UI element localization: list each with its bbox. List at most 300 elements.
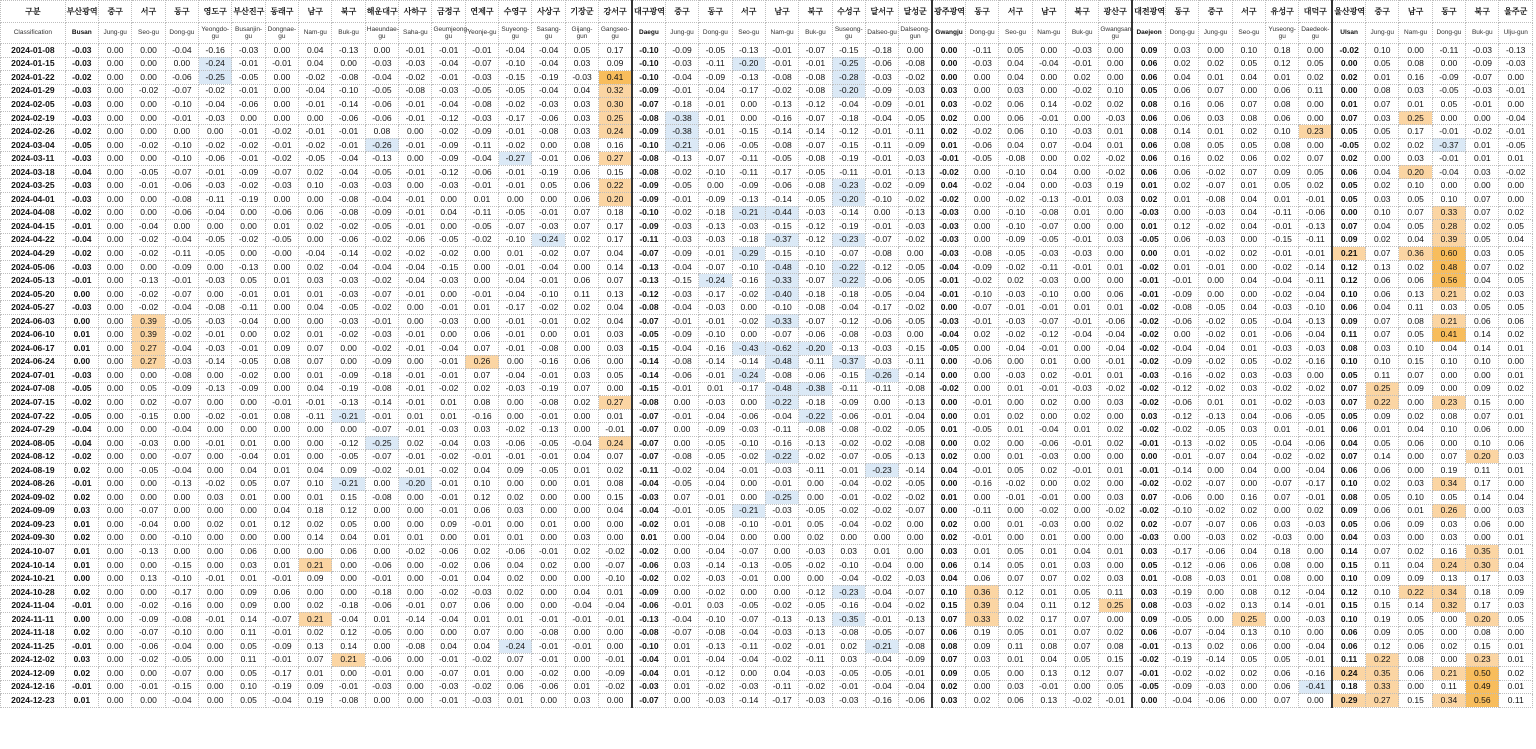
value-cell[interactable]: 0.01 — [1199, 71, 1232, 85]
value-cell[interactable]: -0.01 — [765, 57, 798, 71]
value-cell[interactable]: -0.15 — [732, 125, 765, 139]
value-cell[interactable]: -0.18 — [865, 44, 898, 58]
value-cell[interactable]: 0.07 — [1366, 545, 1399, 559]
value-cell[interactable]: 0.05 — [1399, 193, 1432, 207]
value-cell[interactable]: -0.05 — [865, 450, 898, 464]
value-cell[interactable]: -0.08 — [865, 247, 898, 261]
value-cell[interactable]: -0.10 — [1032, 287, 1065, 301]
value-cell[interactable]: 0.05 — [1499, 220, 1533, 234]
value-cell[interactable]: 0.19 — [299, 694, 332, 708]
value-cell[interactable]: -0.02 — [65, 125, 98, 139]
value-cell[interactable]: -0.01 — [832, 463, 865, 477]
value-cell[interactable]: 0.00 — [232, 423, 265, 437]
date-cell[interactable]: 2024-12-09 — [1, 667, 66, 681]
value-cell[interactable]: 0.16 — [1432, 545, 1465, 559]
value-cell[interactable]: -0.01 — [1065, 463, 1098, 477]
value-cell[interactable]: 0.00 — [1432, 179, 1465, 193]
value-cell[interactable]: 0.00 — [199, 531, 232, 545]
value-cell[interactable]: -0.07 — [799, 314, 832, 328]
value-cell[interactable]: -0.03 — [699, 396, 732, 410]
value-cell[interactable]: 0.00 — [99, 247, 132, 261]
value-cell[interactable]: -0.06 — [165, 179, 198, 193]
value-cell[interactable]: 0.49 — [1466, 680, 1499, 694]
value-cell[interactable]: 0.01 — [1099, 260, 1132, 274]
value-cell[interactable]: 0.04 — [1499, 558, 1533, 572]
value-cell[interactable]: 0.00 — [132, 98, 165, 112]
value-cell[interactable]: 0.00 — [65, 612, 98, 626]
value-cell[interactable]: -0.04 — [832, 98, 865, 112]
value-cell[interactable]: -0.06 — [965, 138, 998, 152]
value-cell[interactable]: -0.01 — [532, 274, 565, 288]
value-cell[interactable]: 0.04 — [1466, 274, 1499, 288]
value-cell[interactable]: -0.09 — [232, 382, 265, 396]
value-cell[interactable]: -0.04 — [699, 545, 732, 559]
value-cell[interactable]: 0.00 — [499, 518, 532, 532]
date-cell[interactable]: 2024-10-21 — [1, 572, 66, 586]
value-cell[interactable]: 0.10 — [299, 179, 332, 193]
value-cell[interactable]: -0.01 — [865, 165, 898, 179]
value-cell[interactable]: -0.01 — [465, 287, 498, 301]
value-cell[interactable]: -0.04 — [865, 680, 898, 694]
value-cell[interactable]: 0.01 — [1499, 152, 1533, 166]
value-cell[interactable]: 0.10 — [1332, 572, 1365, 586]
value-cell[interactable]: -0.01 — [499, 165, 532, 179]
value-cell[interactable]: -0.01 — [1065, 260, 1098, 274]
value-cell[interactable]: 0.01 — [1399, 504, 1432, 518]
value-cell[interactable]: 0.06 — [1466, 314, 1499, 328]
value-cell[interactable]: -0.02 — [1099, 382, 1132, 396]
value-cell[interactable]: 0.12 — [465, 491, 498, 505]
header-en-col-17[interactable]: Daegu — [632, 23, 665, 44]
value-cell[interactable]: -0.01 — [199, 612, 232, 626]
value-cell[interactable]: 0.26 — [1432, 504, 1465, 518]
value-cell[interactable]: 0.24 — [599, 125, 632, 139]
value-cell[interactable]: 0.01 — [499, 247, 532, 261]
value-cell[interactable]: 0.19 — [965, 626, 998, 640]
value-cell[interactable]: -0.13 — [732, 44, 765, 58]
value-cell[interactable]: 0.00 — [732, 585, 765, 599]
value-cell[interactable]: -0.18 — [665, 98, 698, 112]
value-cell[interactable]: -0.04 — [999, 342, 1032, 356]
value-cell[interactable]: 0.11 — [1299, 84, 1332, 98]
value-cell[interactable]: -0.03 — [665, 233, 698, 247]
value-cell[interactable]: 0.00 — [965, 491, 998, 505]
value-cell[interactable]: 0.00 — [899, 44, 932, 58]
value-cell[interactable]: 0.00 — [99, 355, 132, 369]
value-cell[interactable]: -0.03 — [1032, 274, 1065, 288]
value-cell[interactable]: -0.01 — [932, 274, 965, 288]
value-cell[interactable]: 0.02 — [1166, 179, 1199, 193]
value-cell[interactable]: 0.00 — [565, 342, 598, 356]
value-cell[interactable]: -0.03 — [1299, 396, 1332, 410]
value-cell[interactable]: -0.03 — [799, 667, 832, 681]
value-cell[interactable]: -0.08 — [699, 626, 732, 640]
value-cell[interactable]: 0.12 — [332, 504, 365, 518]
value-cell[interactable]: -0.01 — [965, 314, 998, 328]
value-cell[interactable]: 0.00 — [1099, 247, 1132, 261]
value-cell[interactable]: -0.02 — [1132, 382, 1165, 396]
value-cell[interactable]: -0.16 — [199, 44, 232, 58]
value-cell[interactable]: -0.07 — [699, 152, 732, 166]
value-cell[interactable]: -0.01 — [399, 98, 432, 112]
value-cell[interactable]: -0.02 — [532, 247, 565, 261]
value-cell[interactable]: -0.04 — [699, 84, 732, 98]
value-cell[interactable]: 0.10 — [1466, 436, 1499, 450]
value-cell[interactable]: 0.00 — [1399, 44, 1432, 58]
value-cell[interactable]: 0.02 — [1166, 57, 1199, 71]
value-cell[interactable]: -0.03 — [865, 328, 898, 342]
value-cell[interactable]: 0.12 — [332, 626, 365, 640]
value-cell[interactable]: 0.01 — [1399, 98, 1432, 112]
value-cell[interactable]: -0.12 — [432, 111, 465, 125]
value-cell[interactable]: -0.04 — [1266, 314, 1299, 328]
value-cell[interactable]: -0.03 — [399, 57, 432, 71]
value-cell[interactable]: 0.00 — [499, 599, 532, 613]
value-cell[interactable]: -0.07 — [799, 274, 832, 288]
value-cell[interactable]: -0.01 — [432, 491, 465, 505]
value-cell[interactable]: -0.06 — [232, 98, 265, 112]
value-cell[interactable]: 0.12 — [1065, 599, 1098, 613]
value-cell[interactable]: 0.06 — [1332, 423, 1365, 437]
value-cell[interactable]: -0.02 — [932, 193, 965, 207]
value-cell[interactable]: -0.02 — [965, 274, 998, 288]
value-cell[interactable]: 0.00 — [532, 193, 565, 207]
value-cell[interactable]: 0.00 — [1166, 531, 1199, 545]
value-cell[interactable]: 0.00 — [965, 71, 998, 85]
value-cell[interactable]: 0.00 — [1499, 179, 1533, 193]
value-cell[interactable]: -0.17 — [732, 84, 765, 98]
value-cell[interactable]: 0.00 — [432, 531, 465, 545]
value-cell[interactable]: -0.06 — [465, 165, 498, 179]
value-cell[interactable]: -0.10 — [632, 57, 665, 71]
value-cell[interactable]: 0.06 — [1399, 436, 1432, 450]
value-cell[interactable]: -0.02 — [1199, 220, 1232, 234]
value-cell[interactable]: -0.11 — [299, 409, 332, 423]
value-cell[interactable]: -0.04 — [665, 301, 698, 315]
value-cell[interactable]: 0.00 — [99, 382, 132, 396]
value-cell[interactable]: 0.07 — [565, 247, 598, 261]
value-cell[interactable]: 0.00 — [1166, 206, 1199, 220]
value-cell[interactable]: -0.02 — [1266, 382, 1299, 396]
value-cell[interactable]: 0.17 — [599, 233, 632, 247]
value-cell[interactable]: 0.06 — [1366, 463, 1399, 477]
value-cell[interactable]: -0.24 — [499, 640, 532, 654]
value-cell[interactable]: 0.00 — [1099, 206, 1132, 220]
value-cell[interactable]: 0.00 — [999, 667, 1032, 681]
value-cell[interactable]: 0.02 — [1299, 179, 1332, 193]
value-cell[interactable]: 0.15 — [932, 599, 965, 613]
value-cell[interactable]: -0.06 — [799, 369, 832, 383]
value-cell[interactable]: 0.03 — [1366, 531, 1399, 545]
value-cell[interactable]: 0.06 — [499, 680, 532, 694]
value-cell[interactable]: 0.01 — [465, 667, 498, 681]
value-cell[interactable]: -0.01 — [1132, 274, 1165, 288]
value-cell[interactable]: 0.15 — [1332, 599, 1365, 613]
value-cell[interactable]: -0.19 — [532, 165, 565, 179]
value-cell[interactable]: -0.02 — [965, 125, 998, 139]
value-cell[interactable]: -0.03 — [499, 382, 532, 396]
value-cell[interactable]: -0.14 — [732, 355, 765, 369]
value-cell[interactable]: -0.02 — [932, 165, 965, 179]
value-cell[interactable]: -0.11 — [732, 152, 765, 166]
value-cell[interactable]: 0.01 — [1032, 531, 1065, 545]
value-cell[interactable]: 0.00 — [1299, 369, 1332, 383]
value-cell[interactable]: -0.38 — [665, 111, 698, 125]
value-cell[interactable]: 0.21 — [332, 653, 365, 667]
value-cell[interactable]: 0.04 — [232, 463, 265, 477]
value-cell[interactable]: 0.07 — [1232, 98, 1265, 112]
date-cell[interactable]: 2024-04-29 — [1, 247, 66, 261]
value-cell[interactable]: -0.11 — [465, 206, 498, 220]
value-cell[interactable]: 0.00 — [399, 585, 432, 599]
value-cell[interactable]: -0.03 — [765, 626, 798, 640]
value-cell[interactable]: 0.12 — [1332, 274, 1365, 288]
value-cell[interactable]: 0.03 — [1266, 518, 1299, 532]
value-cell[interactable]: 0.02 — [499, 572, 532, 586]
value-cell[interactable]: 0.00 — [199, 545, 232, 559]
value-cell[interactable]: 0.07 — [1466, 260, 1499, 274]
value-cell[interactable]: 0.00 — [132, 369, 165, 383]
value-cell[interactable]: -0.09 — [1166, 355, 1199, 369]
value-cell[interactable]: 0.06 — [465, 599, 498, 613]
date-cell[interactable]: 2024-06-10 — [1, 328, 66, 342]
value-cell[interactable]: -0.19 — [265, 680, 298, 694]
value-cell[interactable]: -0.13 — [165, 477, 198, 491]
value-cell[interactable]: -0.04 — [865, 111, 898, 125]
value-cell[interactable]: -0.08 — [165, 193, 198, 207]
value-cell[interactable]: -0.03 — [765, 504, 798, 518]
value-cell[interactable]: -0.08 — [632, 301, 665, 315]
value-cell[interactable]: -0.11 — [465, 138, 498, 152]
value-cell[interactable]: -0.33 — [765, 274, 798, 288]
value-cell[interactable]: 0.00 — [399, 694, 432, 708]
value-cell[interactable]: 0.02 — [999, 409, 1032, 423]
value-cell[interactable]: 0.00 — [199, 694, 232, 708]
value-cell[interactable]: 0.00 — [399, 504, 432, 518]
value-cell[interactable]: -0.01 — [399, 206, 432, 220]
value-cell[interactable]: -0.06 — [765, 179, 798, 193]
value-cell[interactable]: -0.01 — [1299, 491, 1332, 505]
value-cell[interactable]: -0.09 — [865, 84, 898, 98]
value-cell[interactable]: -0.01 — [665, 84, 698, 98]
value-cell[interactable]: -0.01 — [1132, 463, 1165, 477]
value-cell[interactable]: -0.07 — [165, 396, 198, 410]
value-cell[interactable]: 0.08 — [1266, 572, 1299, 586]
value-cell[interactable]: -0.02 — [999, 477, 1032, 491]
value-cell[interactable]: 0.02 — [1065, 409, 1098, 423]
value-cell[interactable]: -0.04 — [65, 165, 98, 179]
value-cell[interactable]: -0.24 — [732, 369, 765, 383]
value-cell[interactable]: -0.14 — [765, 125, 798, 139]
value-cell[interactable]: -0.01 — [232, 342, 265, 356]
value-cell[interactable]: -0.09 — [665, 328, 698, 342]
value-cell[interactable]: 0.01 — [965, 545, 998, 559]
value-cell[interactable]: -0.04 — [165, 694, 198, 708]
value-cell[interactable]: 0.04 — [1232, 463, 1265, 477]
value-cell[interactable]: 0.00 — [932, 504, 965, 518]
value-cell[interactable]: 0.11 — [999, 640, 1032, 654]
value-cell[interactable]: 0.09 — [1399, 382, 1432, 396]
value-cell[interactable]: -0.03 — [1299, 342, 1332, 356]
value-cell[interactable]: -0.14 — [899, 369, 932, 383]
value-cell[interactable]: -0.03 — [365, 680, 398, 694]
value-cell[interactable]: 0.01 — [432, 409, 465, 423]
value-cell[interactable]: -0.21 — [732, 504, 765, 518]
header-kr-col-7[interactable]: 남구 — [299, 1, 332, 23]
value-cell[interactable]: 0.06 — [299, 206, 332, 220]
value-cell[interactable]: -0.15 — [832, 138, 865, 152]
value-cell[interactable]: -0.01 — [199, 328, 232, 342]
value-cell[interactable]: -0.04 — [532, 44, 565, 58]
header-en-col-35[interactable]: Seo-gu — [1232, 23, 1265, 44]
value-cell[interactable]: 0.30 — [1466, 558, 1499, 572]
value-cell[interactable]: -0.01 — [1266, 220, 1299, 234]
value-cell[interactable]: 0.12 — [1332, 585, 1365, 599]
value-cell[interactable]: -0.10 — [632, 206, 665, 220]
value-cell[interactable]: -0.04 — [699, 653, 732, 667]
header-en-col-12[interactable]: Yeonje-gu — [465, 23, 498, 44]
value-cell[interactable]: -0.01 — [899, 667, 932, 681]
value-cell[interactable]: 0.00 — [1299, 626, 1332, 640]
value-cell[interactable]: 0.04 — [1499, 491, 1533, 505]
value-cell[interactable]: -0.05 — [732, 138, 765, 152]
value-cell[interactable]: 0.00 — [199, 260, 232, 274]
value-cell[interactable]: -0.07 — [632, 436, 665, 450]
value-cell[interactable]: -0.13 — [1299, 314, 1332, 328]
value-cell[interactable]: 0.06 — [1399, 667, 1432, 681]
value-cell[interactable]: -0.02 — [899, 491, 932, 505]
value-cell[interactable]: -0.01 — [365, 667, 398, 681]
value-cell[interactable]: -0.12 — [799, 220, 832, 234]
value-cell[interactable]: 0.06 — [565, 165, 598, 179]
value-cell[interactable]: -0.09 — [165, 260, 198, 274]
value-cell[interactable]: -0.25 — [832, 57, 865, 71]
header-en-col-38[interactable]: Ulsan — [1332, 23, 1365, 44]
value-cell[interactable]: -0.04 — [665, 342, 698, 356]
value-cell[interactable]: -0.01 — [65, 640, 98, 654]
value-cell[interactable]: -0.05 — [799, 504, 832, 518]
value-cell[interactable]: 0.00 — [1299, 111, 1332, 125]
value-cell[interactable]: 0.06 — [1399, 274, 1432, 288]
value-cell[interactable]: -0.00 — [265, 247, 298, 261]
value-cell[interactable]: 0.00 — [1399, 463, 1432, 477]
value-cell[interactable]: -0.04 — [899, 680, 932, 694]
value-cell[interactable]: 0.02 — [1099, 98, 1132, 112]
value-cell[interactable]: -0.01 — [265, 572, 298, 586]
value-cell[interactable]: 0.11 — [232, 653, 265, 667]
value-cell[interactable]: 0.03 — [1099, 572, 1132, 586]
value-cell[interactable]: -0.02 — [1132, 423, 1165, 437]
value-cell[interactable]: 0.09 — [599, 57, 632, 71]
value-cell[interactable]: -0.10 — [165, 626, 198, 640]
value-cell[interactable]: 0.06 — [1166, 84, 1199, 98]
value-cell[interactable]: -0.03 — [799, 206, 832, 220]
header-kr-col-0[interactable]: 부산광역 — [65, 1, 98, 23]
value-cell[interactable]: 0.02 — [199, 518, 232, 532]
value-cell[interactable]: 0.00 — [532, 694, 565, 708]
value-cell[interactable]: 0.05 — [1366, 125, 1399, 139]
value-cell[interactable]: -0.04 — [665, 612, 698, 626]
value-cell[interactable]: -0.03 — [199, 342, 232, 356]
value-cell[interactable]: -0.02 — [999, 193, 1032, 207]
value-cell[interactable]: 0.11 — [1099, 585, 1132, 599]
value-cell[interactable]: 0.00 — [1065, 165, 1098, 179]
value-cell[interactable]: -0.08 — [799, 423, 832, 437]
value-cell[interactable]: 0.00 — [932, 71, 965, 85]
value-cell[interactable]: 0.01 — [1266, 423, 1299, 437]
value-cell[interactable]: -0.10 — [165, 98, 198, 112]
value-cell[interactable]: -0.01 — [1432, 152, 1465, 166]
value-cell[interactable]: 0.00 — [799, 572, 832, 586]
value-cell[interactable]: -0.13 — [132, 274, 165, 288]
value-cell[interactable]: 0.08 — [1432, 409, 1465, 423]
value-cell[interactable]: -0.08 — [632, 626, 665, 640]
value-cell[interactable]: 0.05 — [565, 44, 598, 58]
value-cell[interactable]: 0.00 — [199, 599, 232, 613]
header-en-col-42[interactable]: Buk-gu — [1466, 23, 1499, 44]
value-cell[interactable]: -0.13 — [1166, 640, 1199, 654]
value-cell[interactable]: -0.02 — [1132, 396, 1165, 410]
header-en-col-24[interactable]: Dalseo-gu — [865, 23, 898, 44]
value-cell[interactable]: -0.01 — [132, 680, 165, 694]
value-cell[interactable]: 0.08 — [1332, 491, 1365, 505]
value-cell[interactable]: -0.01 — [1299, 193, 1332, 207]
value-cell[interactable]: -0.04 — [732, 653, 765, 667]
value-cell[interactable]: -0.02 — [1099, 165, 1132, 179]
value-cell[interactable]: 0.17 — [599, 44, 632, 58]
value-cell[interactable]: 0.00 — [1299, 138, 1332, 152]
value-cell[interactable]: -0.07 — [1466, 71, 1499, 85]
value-cell[interactable]: -0.01 — [465, 518, 498, 532]
value-cell[interactable]: 0.07 — [932, 653, 965, 667]
value-cell[interactable]: -0.13 — [899, 165, 932, 179]
value-cell[interactable]: -0.09 — [365, 206, 398, 220]
value-cell[interactable]: 0.02 — [65, 463, 98, 477]
value-cell[interactable]: -0.01 — [432, 653, 465, 667]
value-cell[interactable]: -0.05 — [1166, 612, 1199, 626]
value-cell[interactable]: -0.16 — [532, 355, 565, 369]
value-cell[interactable]: 0.00 — [965, 165, 998, 179]
value-cell[interactable]: 0.13 — [299, 640, 332, 654]
value-cell[interactable]: 0.00 — [99, 612, 132, 626]
value-cell[interactable]: 0.06 — [1366, 287, 1399, 301]
value-cell[interactable]: -0.08 — [632, 111, 665, 125]
value-cell[interactable]: 0.15 — [1332, 558, 1365, 572]
value-cell[interactable]: -0.18 — [365, 585, 398, 599]
value-cell[interactable]: 0.05 — [1132, 558, 1165, 572]
value-cell[interactable]: -0.09 — [632, 179, 665, 193]
value-cell[interactable]: 0.00 — [532, 504, 565, 518]
value-cell[interactable]: -0.01 — [432, 694, 465, 708]
value-cell[interactable]: -0.07 — [632, 98, 665, 112]
value-cell[interactable]: 0.01 — [365, 612, 398, 626]
value-cell[interactable]: 0.00 — [765, 531, 798, 545]
value-cell[interactable]: 0.12 — [1366, 640, 1399, 654]
value-cell[interactable]: -0.02 — [65, 247, 98, 261]
value-cell[interactable]: 0.05 — [1266, 179, 1299, 193]
date-cell[interactable]: 2024-01-08 — [1, 44, 66, 58]
value-cell[interactable]: -0.04 — [232, 314, 265, 328]
value-cell[interactable]: -0.01 — [465, 450, 498, 464]
value-cell[interactable]: -0.08 — [765, 138, 798, 152]
value-cell[interactable]: 0.01 — [1132, 572, 1165, 586]
value-cell[interactable]: 0.00 — [1099, 220, 1132, 234]
value-cell[interactable]: 0.01 — [1466, 138, 1499, 152]
value-cell[interactable]: 0.03 — [232, 558, 265, 572]
value-cell[interactable]: 0.00 — [1132, 247, 1165, 261]
value-cell[interactable]: 0.10 — [1032, 125, 1065, 139]
value-cell[interactable]: -0.04 — [1065, 138, 1098, 152]
